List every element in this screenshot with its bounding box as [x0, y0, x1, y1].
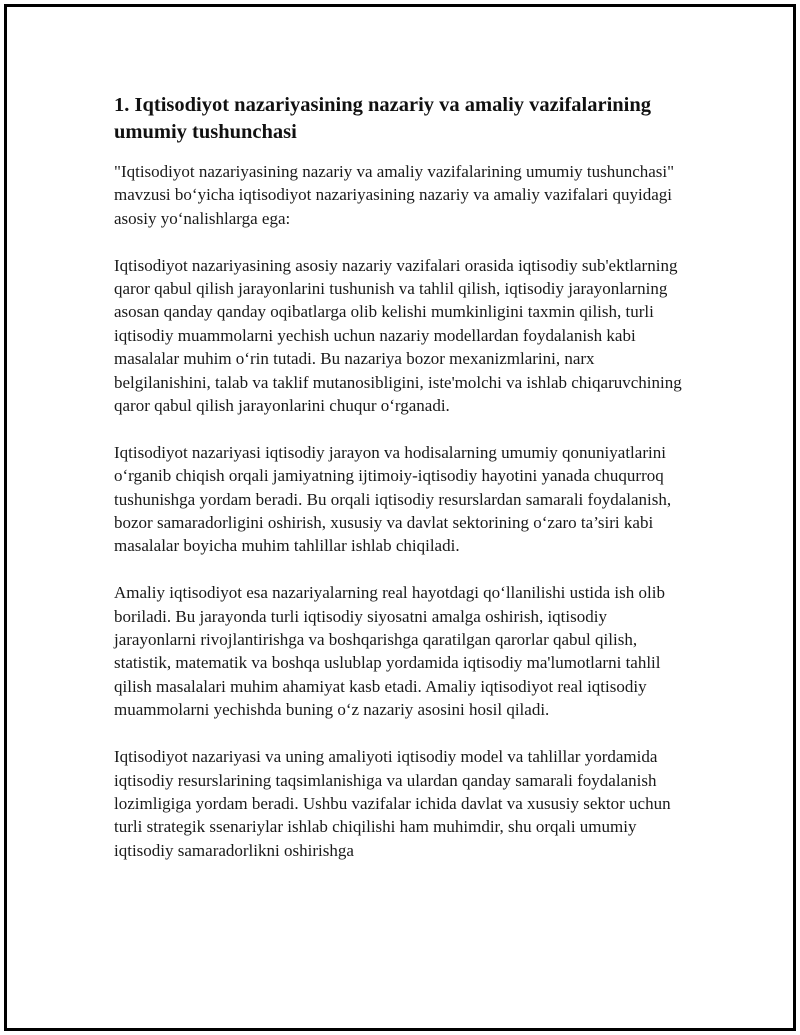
- paragraph-general-laws: Iqtisodiyot nazariyasi iqtisodiy jarayon va hodisalarning umumiy qonuniyatlarini o‘rganib chiqish orqali jamiyatning ijtimoiy-iqtisodiy hayotini yanada chuqurroq tushunishga yordam beradi. Bu orqali iqtisodiy resurslardan samarali foydalanish, bozor samaradorligini oshirish, xususiy va davlat sektorining o‘zaro ta’siri kabi masalalar boyicha muhim tahlillar ishlab chiqiladi.: [114, 442, 672, 556]
- paragraph-applied-economics: Amaliy iqtisodiyot esa nazariyalarning real hayotdagi qo‘llanilishi ustida ish olib boriladi. Bu jarayonda turli iqtisodiy siyosatni amalga oshirish, iqtisodiy jarayonlarni rivojlantirishga va boshqarishga qaratilgan qarorlar qabul qilish, statistik, matematik va boshqa uslublap yordamida iqtisodiy ma'lumotlarni tahlil qilish masalalari muhim ahamiyat kasb etadi. Amaliy iqtisodiyot real iqtisodiy muammolarni yechishda buning o‘z nazariy asosini hosil qiladi.: [114, 583, 665, 720]
- document-body: [114, 92, 688, 886]
- section-heading: 1. Iqtisodiyot nazariyasining nazariy va amaliy vazifalarining umumiy tushunchasi: [114, 94, 652, 143]
- paragraph-theory-practice: Iqtisodiyot nazariyasi va uning amaliyoti iqtisodiy model va tahlillar yordamida iqtisodiy resurslarining taqsimlanishiga va ulardan qanday samarali foydalanish lozimligiga yordam beradi. Ushbu vazifalar ichida davlat va xususiy sektor uchun turli strategik ssenariylar ishlab chiqilishi ham muhimdir, shu orqali umumiy iqtisodiy samaradorlikni oshirishga: [114, 747, 671, 860]
- paragraph-intro: "Iqtisodiyot nazariyasining nazariy va amaliy vazifalarining umumiy tushunchasi" mavzusi bo‘yicha iqtisodiyot nazariyasining nazariy va amaliy vazifalari quyidagi asosiy yo‘nalishlarga ega:: [114, 162, 675, 228]
- paragraph-theoretical-tasks: Iqtisodiyot nazariyasining asosiy nazariy vazifalari orasida iqtisodiy sub'ektlarning qaror qabul qilish jarayonlarini tushunish va tahlil qilish, iqtisodiy jarayonlarning asosan qanday qanday oqibatlarga olib kelishi mumkinligini taxmin qilish, turli iqtisodiy muammolarni yechish uchun nazariy modellardan foydalanish kabi masalalar muhim o‘rin tutadi. Bu nazariya bozor mexanizmlarini, narx belgilanishini, talab va taklif mutanosibligini, iste'molchi va ishlab chiqaruvchining qaror qabul qilish jarayonlarini chuqur o‘rganadi.: [114, 255, 682, 416]
